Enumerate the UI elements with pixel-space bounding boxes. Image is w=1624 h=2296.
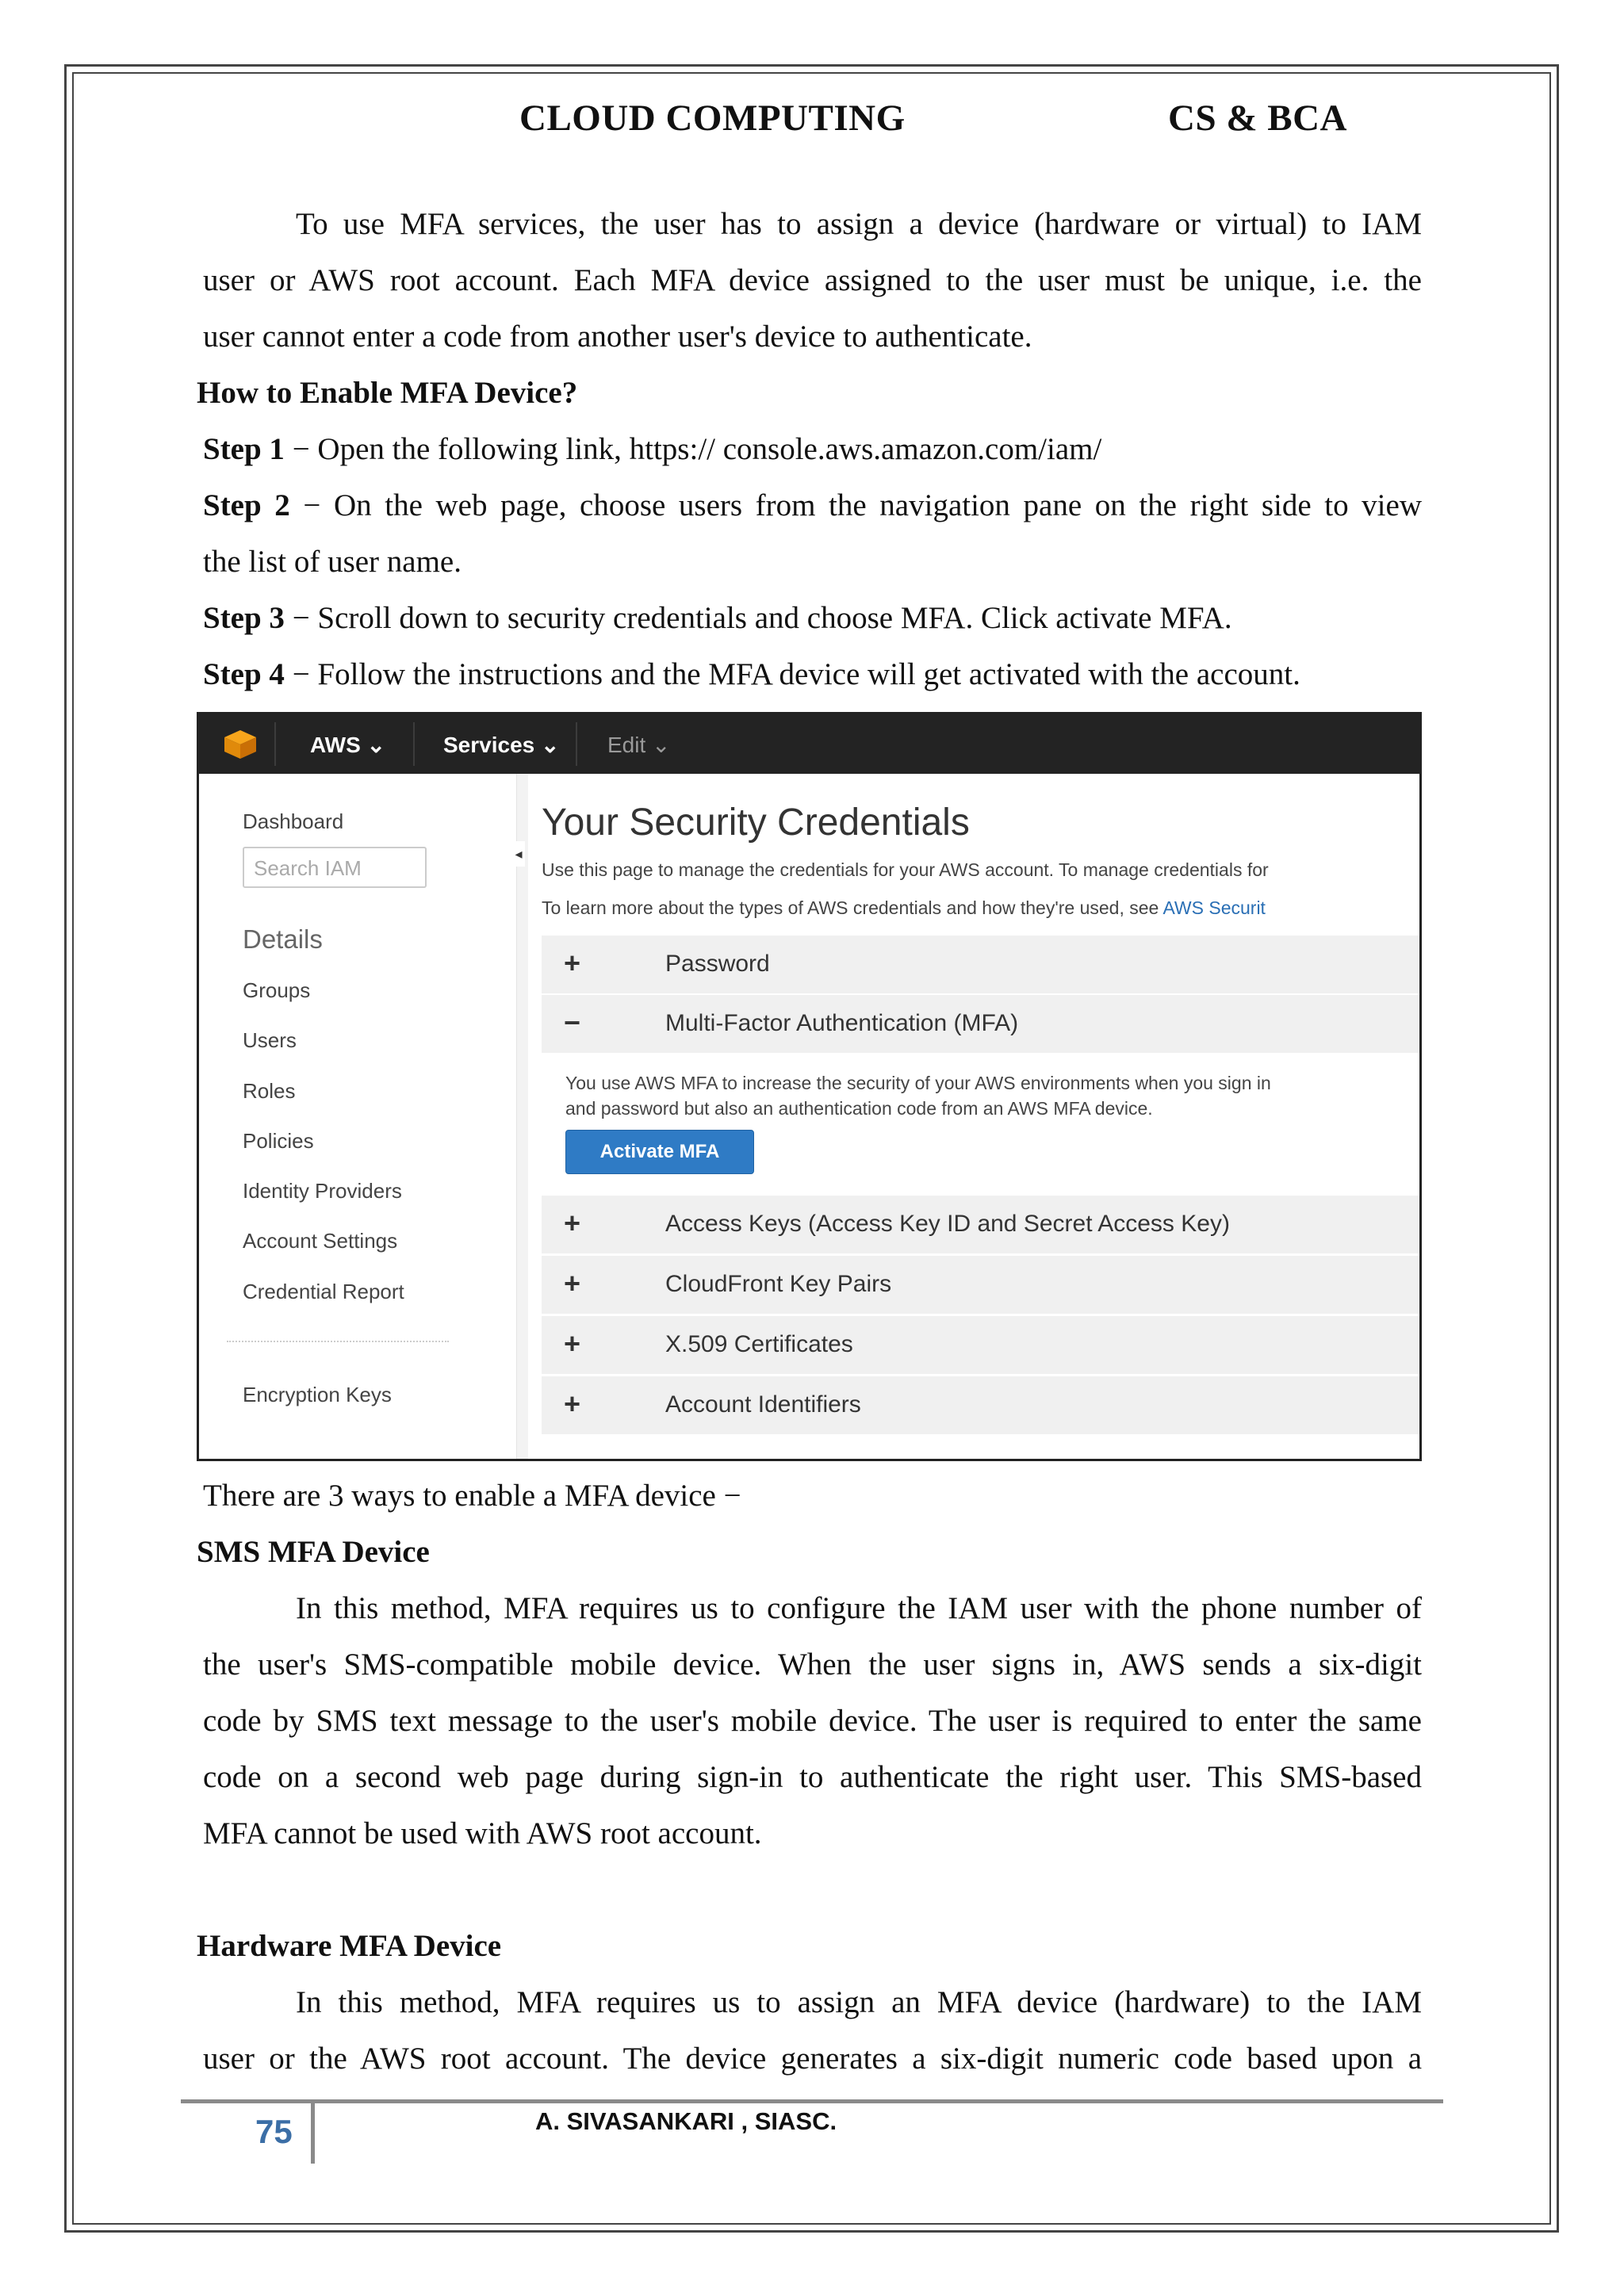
edit-menu[interactable]: Edit ⌄ xyxy=(607,733,671,757)
page-number: 75 xyxy=(255,2113,293,2150)
hardware-line-1: In this method, MFA requires us to assign an MFA device (hardware) to the IAM xyxy=(296,1985,1422,2019)
search-iam-input[interactable]: Search IAM xyxy=(243,847,427,888)
step-2-label: Step 2 xyxy=(203,488,290,522)
expand-plus-icon[interactable]: + xyxy=(564,947,581,979)
mfa-description-2: and password but also an authentication code from an AWS MFA device. xyxy=(565,1098,1153,1119)
section-label[interactable]: Access Keys (Access Key ID and Secret Access Key) xyxy=(665,1211,1230,1237)
step-3 xyxy=(203,600,1232,636)
section-cloudfront-key-pairs[interactable] xyxy=(542,1254,1419,1314)
section-x509-certificates[interactable] xyxy=(542,1314,1419,1374)
page-title: Your Security Credentials xyxy=(542,802,970,844)
section-access-keys[interactable] xyxy=(542,1194,1419,1253)
sidebar-item-identity-providers[interactable]: Identity Providers xyxy=(243,1179,402,1203)
section-label[interactable]: CloudFront Key Pairs xyxy=(665,1271,892,1297)
section-label[interactable]: Password xyxy=(665,951,770,977)
expand-plus-icon[interactable]: + xyxy=(564,1267,581,1299)
intro-text-2-body: To learn more about the types of AWS credentials and how they're used, see xyxy=(542,897,1163,918)
mfa-section-body xyxy=(542,1053,1419,1184)
topbar-separator xyxy=(413,722,415,766)
sms-line-4: code on a second web page during sign-in to authenticate the right user. This SMS-based xyxy=(203,1760,1422,1794)
ways-line: There are 3 ways to enable a MFA device − xyxy=(203,1479,741,1513)
step-4-text: − Follow the instructions and the MFA device will get activated with the account. xyxy=(284,657,1300,691)
sms-heading: SMS MFA Device xyxy=(197,1535,430,1569)
sidebar-collapse-bar[interactable] xyxy=(516,774,528,1459)
sidebar-item-groups[interactable]: Groups xyxy=(243,978,311,1002)
intro-line-1: To use MFA services, the user has to assign a device (hardware or virtual) to IAM xyxy=(296,207,1422,241)
step-1 xyxy=(203,431,1101,467)
step-1-text: − Open the following link, https:// console.aws.amazon.com/iam/ xyxy=(284,432,1102,466)
mfa-description-1: You use AWS MFA to increase the security of your AWS environments when you sign in xyxy=(565,1073,1271,1093)
sms-line-5: MFA cannot be used with AWS root account. xyxy=(203,1816,762,1850)
collapse-minus-icon[interactable]: − xyxy=(564,1006,581,1039)
expand-plus-icon[interactable]: + xyxy=(564,1387,581,1420)
sidebar-details-heading: Details xyxy=(243,924,323,954)
section-label[interactable]: Account Identifiers xyxy=(665,1391,861,1418)
footer-author: A. SIVASANKARI , SIASC. xyxy=(535,2107,837,2135)
header-course: CS & BCA xyxy=(1168,98,1347,139)
sidebar-divider xyxy=(227,1341,449,1342)
sms-line-3: code by SMS text message to the user's mobile device. The user is required to enter the same xyxy=(203,1704,1422,1738)
sidebar-dashboard[interactable]: Dashboard xyxy=(243,809,344,833)
aws-security-link[interactable]: AWS Securit xyxy=(1162,897,1266,918)
hardware-line-2: user or the AWS root account. The device generates a six-digit numeric code based upon a xyxy=(203,2042,1422,2076)
intro-text-2 xyxy=(542,897,1266,919)
step-2-text: − On the web page, choose users from the navigation pane on the right side to view xyxy=(289,488,1422,522)
step-3-label: Step 3 xyxy=(203,601,285,635)
sms-line-2: the user's SMS-compatible mobile device. When the user signs in, AWS sends a six-digit xyxy=(203,1647,1422,1682)
collapse-arrow-icon[interactable]: ◂ xyxy=(512,841,525,867)
sidebar-item-policies[interactable]: Policies xyxy=(243,1129,314,1153)
sidebar-item-account-settings[interactable]: Account Settings xyxy=(243,1229,398,1253)
sidebar-item-credential-report[interactable]: Credential Report xyxy=(243,1280,404,1303)
aws-console-screenshot xyxy=(197,712,1422,1461)
sms-line-1: In this method, MFA requires us to configure the IAM user with the phone number of xyxy=(296,1591,1422,1625)
step-4-label: Step 4 xyxy=(203,657,285,691)
aws-menu[interactable]: AWS ⌄ xyxy=(310,733,386,757)
topbar-separator xyxy=(274,722,276,766)
services-menu[interactable]: Services ⌄ xyxy=(443,733,560,757)
section-label[interactable]: X.509 Certificates xyxy=(665,1331,853,1357)
header-subject: CLOUD COMPUTING xyxy=(519,98,906,139)
how-to-heading: How to Enable MFA Device? xyxy=(197,376,578,410)
step-2-continuation: the list of user name. xyxy=(203,545,462,579)
expand-plus-icon[interactable]: + xyxy=(564,1207,581,1239)
aws-cube-icon xyxy=(223,729,258,760)
section-account-identifiers[interactable] xyxy=(542,1375,1419,1434)
step-4 xyxy=(203,656,1300,692)
step-3-text: − Scroll down to security credentials and choose MFA. Click activate MFA. xyxy=(284,601,1232,635)
aws-topbar xyxy=(199,714,1419,774)
intro-text-1: Use this page to manage the credentials for your AWS account. To manage credentials for xyxy=(542,859,1269,880)
sidebar-item-roles[interactable]: Roles xyxy=(243,1079,296,1103)
page-number-divider xyxy=(311,2103,315,2164)
hardware-heading: Hardware MFA Device xyxy=(197,1929,502,1963)
intro-line-3: user cannot enter a code from another user's device to authenticate. xyxy=(203,320,1032,354)
section-mfa[interactable] xyxy=(542,993,1419,1053)
activate-mfa-button[interactable]: Activate MFA xyxy=(565,1130,754,1174)
topbar-separator xyxy=(576,722,577,766)
sidebar-item-users[interactable]: Users xyxy=(243,1028,297,1052)
expand-plus-icon[interactable]: + xyxy=(564,1327,581,1360)
step-2 xyxy=(203,488,1422,523)
iam-sidebar xyxy=(199,774,516,1459)
step-1-label: Step 1 xyxy=(203,432,285,466)
section-label[interactable]: Multi-Factor Authentication (MFA) xyxy=(665,1010,1019,1036)
intro-line-2: user or AWS root account. Each MFA device assigned to the user must be unique, i.e. the xyxy=(203,263,1422,297)
footer-rule xyxy=(181,2099,1443,2103)
sidebar-item-encryption-keys[interactable]: Encryption Keys xyxy=(243,1383,392,1406)
section-password[interactable] xyxy=(542,934,1419,993)
credentials-main xyxy=(527,774,1419,1459)
